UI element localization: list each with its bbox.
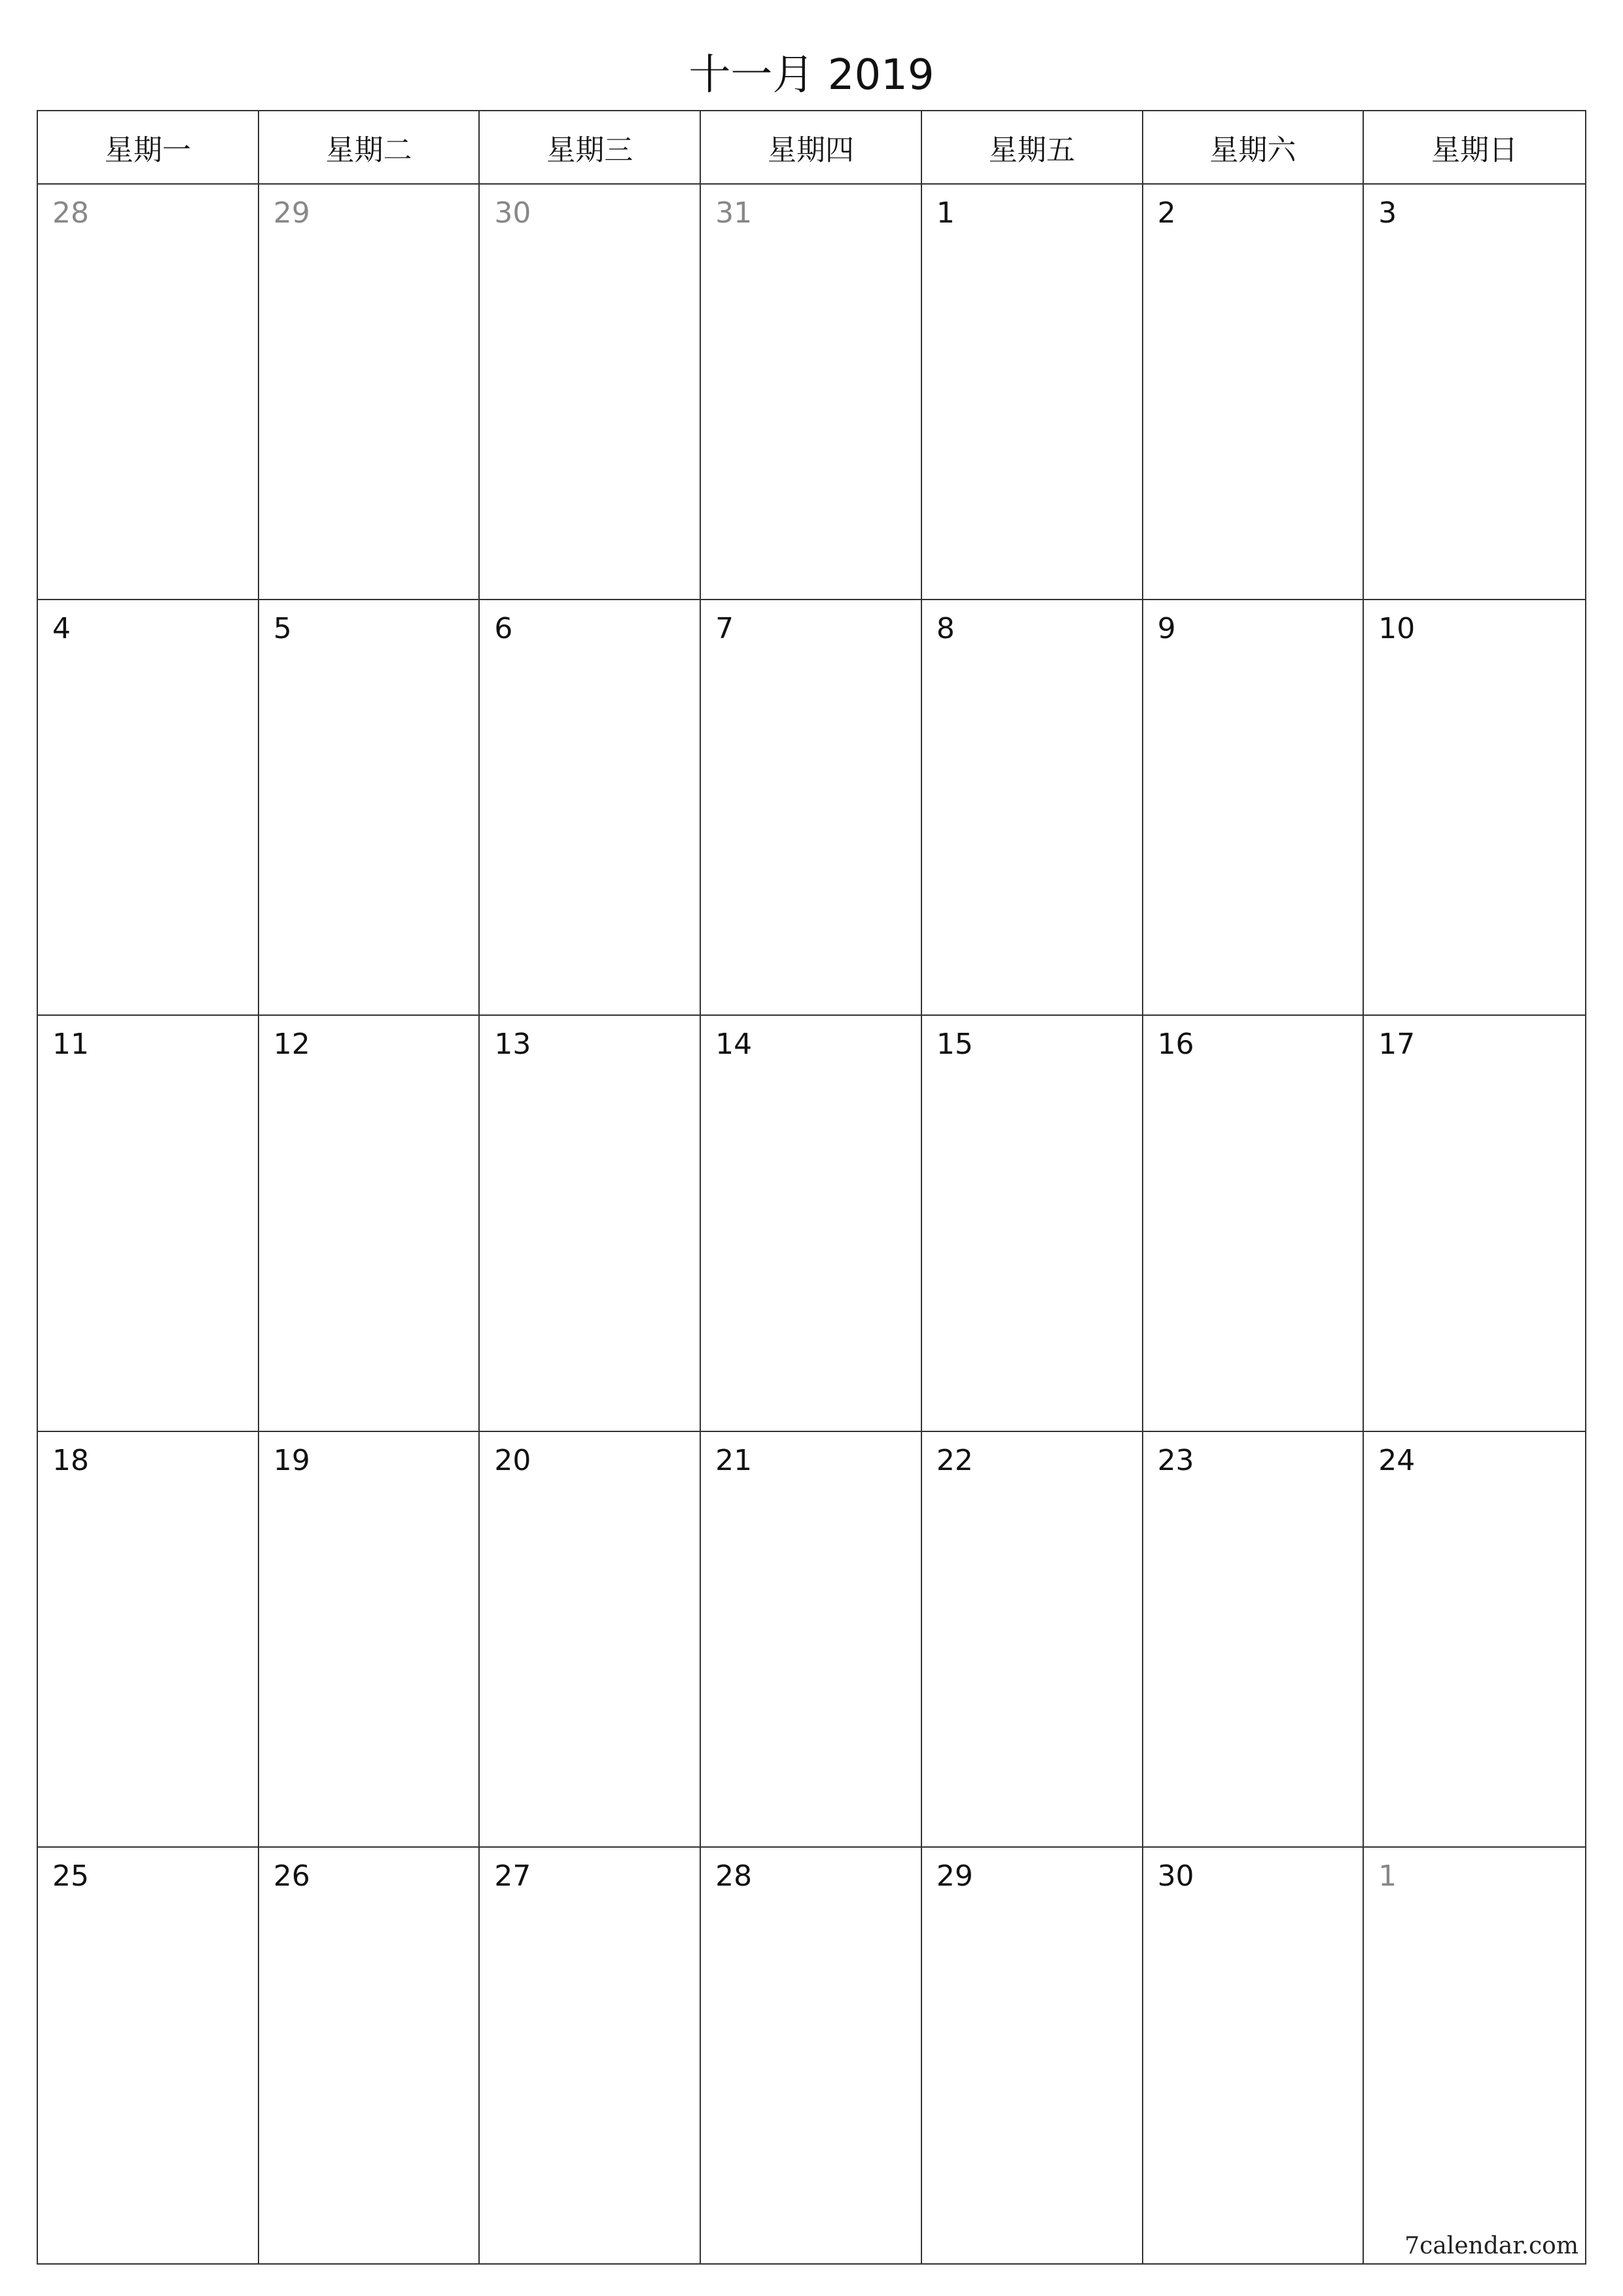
- month-grid: [37, 110, 1586, 2265]
- day-number: 28: [715, 1859, 753, 1893]
- day-number: 14: [715, 1028, 753, 1062]
- page-title: 十一月 2019: [688, 51, 935, 99]
- day-number: 7: [715, 612, 734, 646]
- day-number: 1: [1378, 1859, 1397, 1893]
- day-cell: [1143, 185, 1364, 600]
- day-cell: [922, 185, 1143, 600]
- day-number: 30: [1157, 1859, 1194, 1893]
- day-number: 6: [494, 612, 513, 646]
- day-number: 26: [273, 1859, 310, 1893]
- day-number: 10: [1378, 612, 1416, 646]
- day-number: 8: [936, 612, 955, 646]
- day-cell-outside-month: [480, 185, 701, 600]
- day-number: 23: [1157, 1443, 1194, 1477]
- day-number: 18: [52, 1443, 89, 1477]
- day-cell: [38, 1432, 259, 1848]
- day-cell: [480, 600, 701, 1016]
- day-number: 19: [273, 1443, 310, 1477]
- day-number: 4: [52, 612, 71, 646]
- day-cell: [259, 1432, 480, 1848]
- day-cell-outside-month: [701, 185, 922, 600]
- day-number: 13: [494, 1028, 531, 1062]
- day-cell: [922, 1848, 1143, 2263]
- day-cell: [1143, 1432, 1364, 1848]
- day-number: 27: [494, 1859, 531, 1893]
- day-number: 9: [1157, 612, 1176, 646]
- day-number: 22: [936, 1443, 973, 1477]
- day-cell: [701, 1432, 922, 1848]
- day-cell: [922, 1432, 1143, 1848]
- day-number: 3: [1378, 196, 1397, 230]
- day-number: 30: [494, 196, 531, 230]
- day-cell: [259, 1016, 480, 1431]
- day-cell: [38, 600, 259, 1016]
- weekday-header: 星期三: [480, 111, 701, 185]
- day-cell: [480, 1848, 701, 2263]
- day-cell: [1143, 1848, 1364, 2263]
- day-cell-outside-month: [1364, 1848, 1585, 2263]
- site-watermark: 7calendar.com: [1404, 2233, 1578, 2259]
- day-cell: [922, 600, 1143, 1016]
- day-cell: [38, 1848, 259, 2263]
- weekday-header: 星期日: [1364, 111, 1585, 185]
- day-cell: [1364, 1432, 1585, 1848]
- day-number: 24: [1378, 1443, 1416, 1477]
- day-cell: [480, 1016, 701, 1431]
- day-number: 2: [1157, 196, 1176, 230]
- day-cell: [1364, 185, 1585, 600]
- day-cell-outside-month: [259, 185, 480, 600]
- weekday-header: 星期一: [38, 111, 259, 185]
- day-cell: [701, 600, 922, 1016]
- weekday-header: 星期五: [922, 111, 1143, 185]
- day-number: 20: [494, 1443, 531, 1477]
- day-number: 17: [1378, 1028, 1416, 1062]
- day-cell: [1364, 1016, 1585, 1431]
- day-number: 31: [715, 196, 753, 230]
- day-cell: [922, 1016, 1143, 1431]
- weekday-header: 星期六: [1143, 111, 1364, 185]
- day-cell: [1143, 600, 1364, 1016]
- day-number: 11: [52, 1028, 89, 1062]
- day-cell: [259, 600, 480, 1016]
- day-number: 29: [273, 196, 310, 230]
- day-number: 1: [936, 196, 955, 230]
- day-cell: [38, 1016, 259, 1431]
- day-number: 12: [273, 1028, 310, 1062]
- day-cell: [701, 1848, 922, 2263]
- day-cell-outside-month: [38, 185, 259, 600]
- day-number: 16: [1157, 1028, 1194, 1062]
- day-cell: [259, 1848, 480, 2263]
- day-cell: [1364, 600, 1585, 1016]
- weekday-header: 星期二: [259, 111, 480, 185]
- day-number: 21: [715, 1443, 753, 1477]
- day-number: 15: [936, 1028, 973, 1062]
- day-cell: [701, 1016, 922, 1431]
- day-number: 28: [52, 196, 89, 230]
- day-cell: [480, 1432, 701, 1848]
- day-number: 29: [936, 1859, 973, 1893]
- day-cell: [1143, 1016, 1364, 1431]
- day-number: 5: [273, 612, 292, 646]
- weekday-header: 星期四: [701, 111, 922, 185]
- day-number: 25: [52, 1859, 89, 1893]
